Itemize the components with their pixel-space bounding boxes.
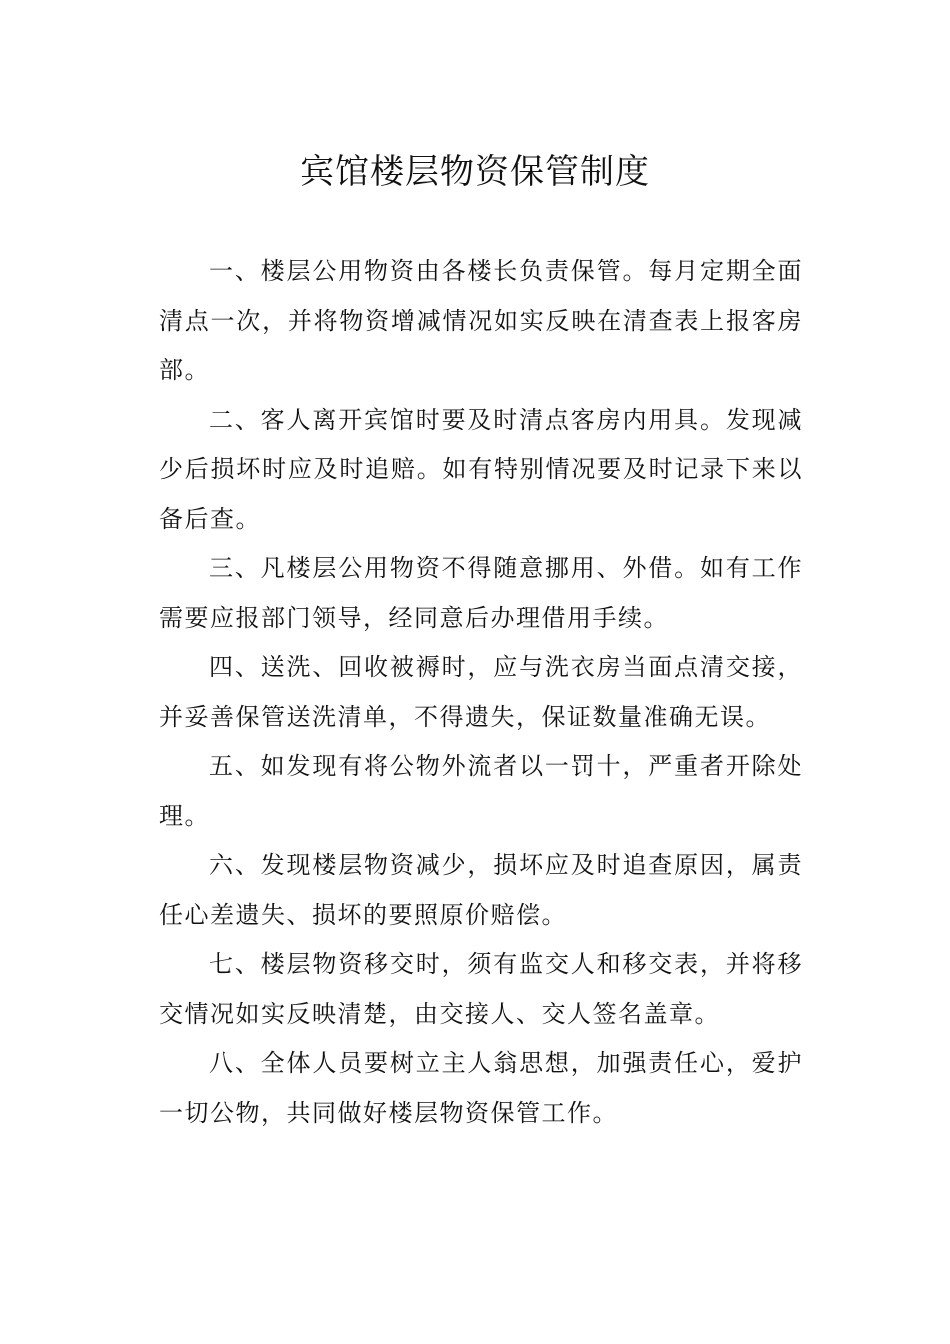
paragraph-1: 一、楼层公用物资由各楼长负责保管。每月定期全面清点一次，并将物资增减情况如实反映在清查表上报客房部。 xyxy=(159,257,803,384)
paragraph-6: 六、发现楼层物资减少，损坏应及时追查原因，属责任心差遗失、损坏的要照原价赔偿。 xyxy=(159,851,803,929)
paragraph-5: 五、如发现有将公物外流者以一罚十，严重者开除处理。 xyxy=(159,752,803,830)
paragraph-7: 七、楼层物资移交时，须有监交人和移交表，并将移交情况如实反映清楚，由交接人、交人签名盖章。 xyxy=(159,950,803,1028)
paragraph-8: 八、全体人员要树立主人翁思想，加强责任心，爱护一切公物，共同做好楼层物资保管工作。 xyxy=(159,1049,803,1127)
paragraph-4: 四、送洗、回收被褥时，应与洗衣房当面点清交接，并妥善保管送洗清单，不得遗失，保证数量准确无误。 xyxy=(159,653,803,731)
paragraph-2: 二、客人离开宾馆时要及时清点客房内用具。发现减少后损坏时应及时追赔。如有特别情况要及时记录下来以备后查。 xyxy=(159,405,803,533)
paragraph-3: 三、凡楼层公用物资不得随意挪用、外借。如有工作需要应报部门领导，经同意后办理借用手续。 xyxy=(159,554,803,632)
document-title: 宾馆楼层物资保管制度 xyxy=(300,152,650,192)
document-body xyxy=(159,247,803,1138)
